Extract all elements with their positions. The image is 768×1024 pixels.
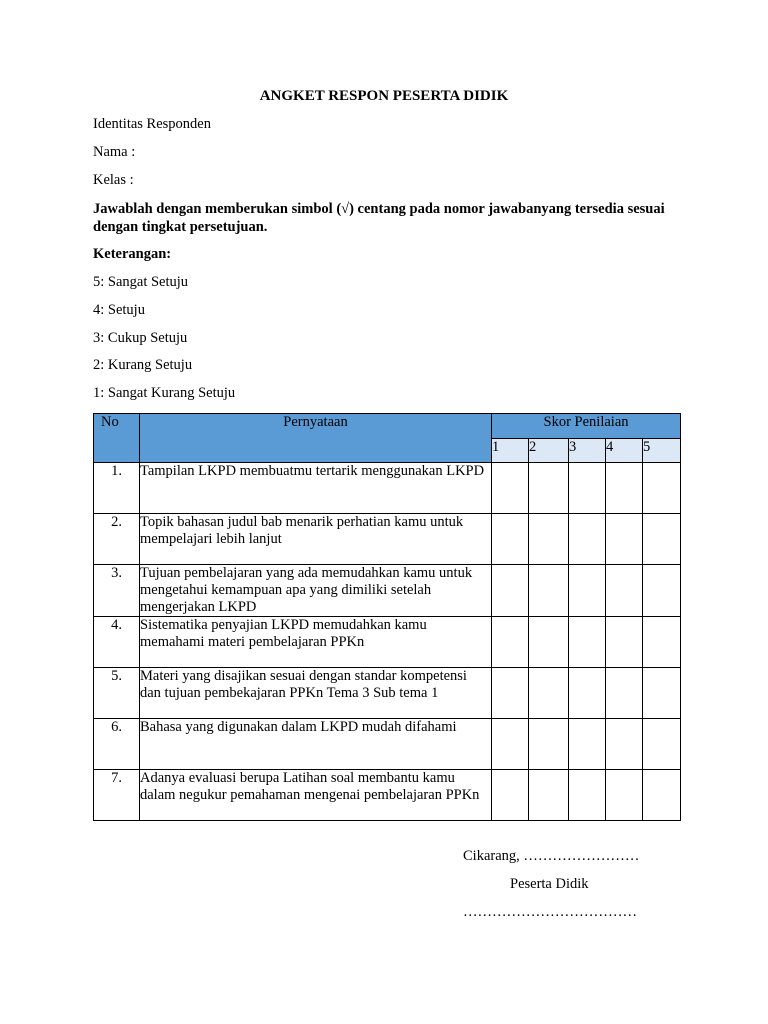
legend-heading: Keterangan: [93, 246, 172, 262]
score-cell-3[interactable] [569, 770, 606, 821]
table-row [94, 668, 681, 719]
score-cell-4[interactable] [606, 719, 643, 770]
score-cell-3[interactable] [569, 719, 606, 770]
table-row [94, 719, 681, 770]
statement-text: Sistematika penyajian LKPD memudahkan kamu memahami materi pembelajaran PPKn [140, 617, 492, 668]
score-cell-1[interactable] [492, 514, 529, 565]
table-row [94, 617, 681, 668]
score-label-5: 5 [643, 439, 681, 463]
score-cell-4[interactable] [606, 770, 643, 821]
instruction-text: Jawablah dengan memberukan simbol (√) centang pada nomor jawabanyang tersedia sesuai dengan tingkat persetujuan. [93, 201, 665, 235]
identity-heading: Identitas Responden [93, 116, 211, 132]
signature-line: ……………………………… [463, 904, 637, 920]
score-cell-4[interactable] [606, 617, 643, 668]
score-cell-2[interactable] [529, 617, 569, 668]
score-cell-2[interactable] [529, 463, 569, 514]
score-cell-3[interactable] [569, 463, 606, 514]
score-cell-1[interactable] [492, 668, 529, 719]
score-cell-1[interactable] [492, 463, 529, 514]
score-label-1: 1 [492, 439, 529, 463]
row-number: 4. [94, 617, 140, 668]
score-cell-2[interactable] [529, 565, 569, 617]
statement-text: Materi yang disajikan sesuai dengan standar kompetensi dan tujuan pembekajaran PPKn Tema 3 Sub tema 1 [140, 668, 492, 719]
statement-text: Adanya evaluasi berupa Latihan soal membantu kamu dalam negukur pemahaman mengenai pembelajaran PPKn [140, 770, 492, 821]
table-row [94, 463, 681, 514]
score-cell-4[interactable] [606, 514, 643, 565]
score-cell-2[interactable] [529, 719, 569, 770]
score-cell-5[interactable] [643, 668, 681, 719]
row-number: 5. [94, 668, 140, 719]
statement-text: Tampilan LKPD membuatmu tertarik menggunakan LKPD [140, 463, 492, 514]
page-title: ANGKET RESPON PESERTA DIDIK [259, 88, 509, 104]
row-number: 3. [94, 565, 140, 617]
score-label-4: 4 [606, 439, 643, 463]
score-cell-2[interactable] [529, 770, 569, 821]
class-field-label: Kelas : [93, 172, 134, 188]
column-header-score: Skor Penilaian [492, 414, 681, 439]
table-row [94, 565, 681, 617]
statement-text: Tujuan pembelajaran yang ada memudahkan kamu untuk mengetahui kemampuan apa yang dimiliki setelah mengerjakan LKPD [140, 565, 492, 617]
row-number: 2. [94, 514, 140, 565]
table-row [94, 770, 681, 821]
score-cell-5[interactable] [643, 565, 681, 617]
score-cell-1[interactable] [492, 565, 529, 617]
legend-item: 3: Cukup Setuju [93, 330, 188, 346]
legend-item: 5: Sangat Setuju [93, 274, 189, 290]
score-cell-1[interactable] [492, 719, 529, 770]
legend-item: 1: Sangat Kurang Setuju [93, 385, 236, 401]
score-cell-1[interactable] [492, 770, 529, 821]
score-cell-5[interactable] [643, 463, 681, 514]
score-label-3: 3 [569, 439, 606, 463]
score-cell-5[interactable] [643, 617, 681, 668]
legend-item: 4: Setuju [93, 302, 145, 318]
score-cell-3[interactable] [569, 617, 606, 668]
survey-table [93, 413, 681, 821]
score-cell-5[interactable] [643, 719, 681, 770]
column-header-no: No [94, 414, 140, 463]
legend-item: 2: Kurang Setuju [93, 357, 193, 373]
column-header-statement: Pernyataan [140, 414, 492, 463]
signature-place-date: Cikarang, …………………… [463, 848, 640, 864]
score-cell-4[interactable] [606, 565, 643, 617]
score-cell-4[interactable] [606, 463, 643, 514]
statement-text: Bahasa yang digunakan dalam LKPD mudah difahami [140, 719, 492, 770]
score-cell-5[interactable] [643, 770, 681, 821]
score-cell-2[interactable] [529, 514, 569, 565]
score-cell-1[interactable] [492, 617, 529, 668]
score-cell-4[interactable] [606, 668, 643, 719]
table-row [94, 514, 681, 565]
score-cell-2[interactable] [529, 668, 569, 719]
score-cell-3[interactable] [569, 514, 606, 565]
score-cell-3[interactable] [569, 668, 606, 719]
name-field-label: Nama : [93, 144, 136, 160]
row-number: 1. [94, 463, 140, 514]
signature-role: Peserta Didik [510, 876, 589, 892]
row-number: 6. [94, 719, 140, 770]
score-cell-3[interactable] [569, 565, 606, 617]
score-cell-5[interactable] [643, 514, 681, 565]
score-label-2: 2 [529, 439, 569, 463]
row-number: 7. [94, 770, 140, 821]
statement-text: Topik bahasan judul bab menarik perhatian kamu untuk mempelajari lebih lanjut [140, 514, 492, 565]
